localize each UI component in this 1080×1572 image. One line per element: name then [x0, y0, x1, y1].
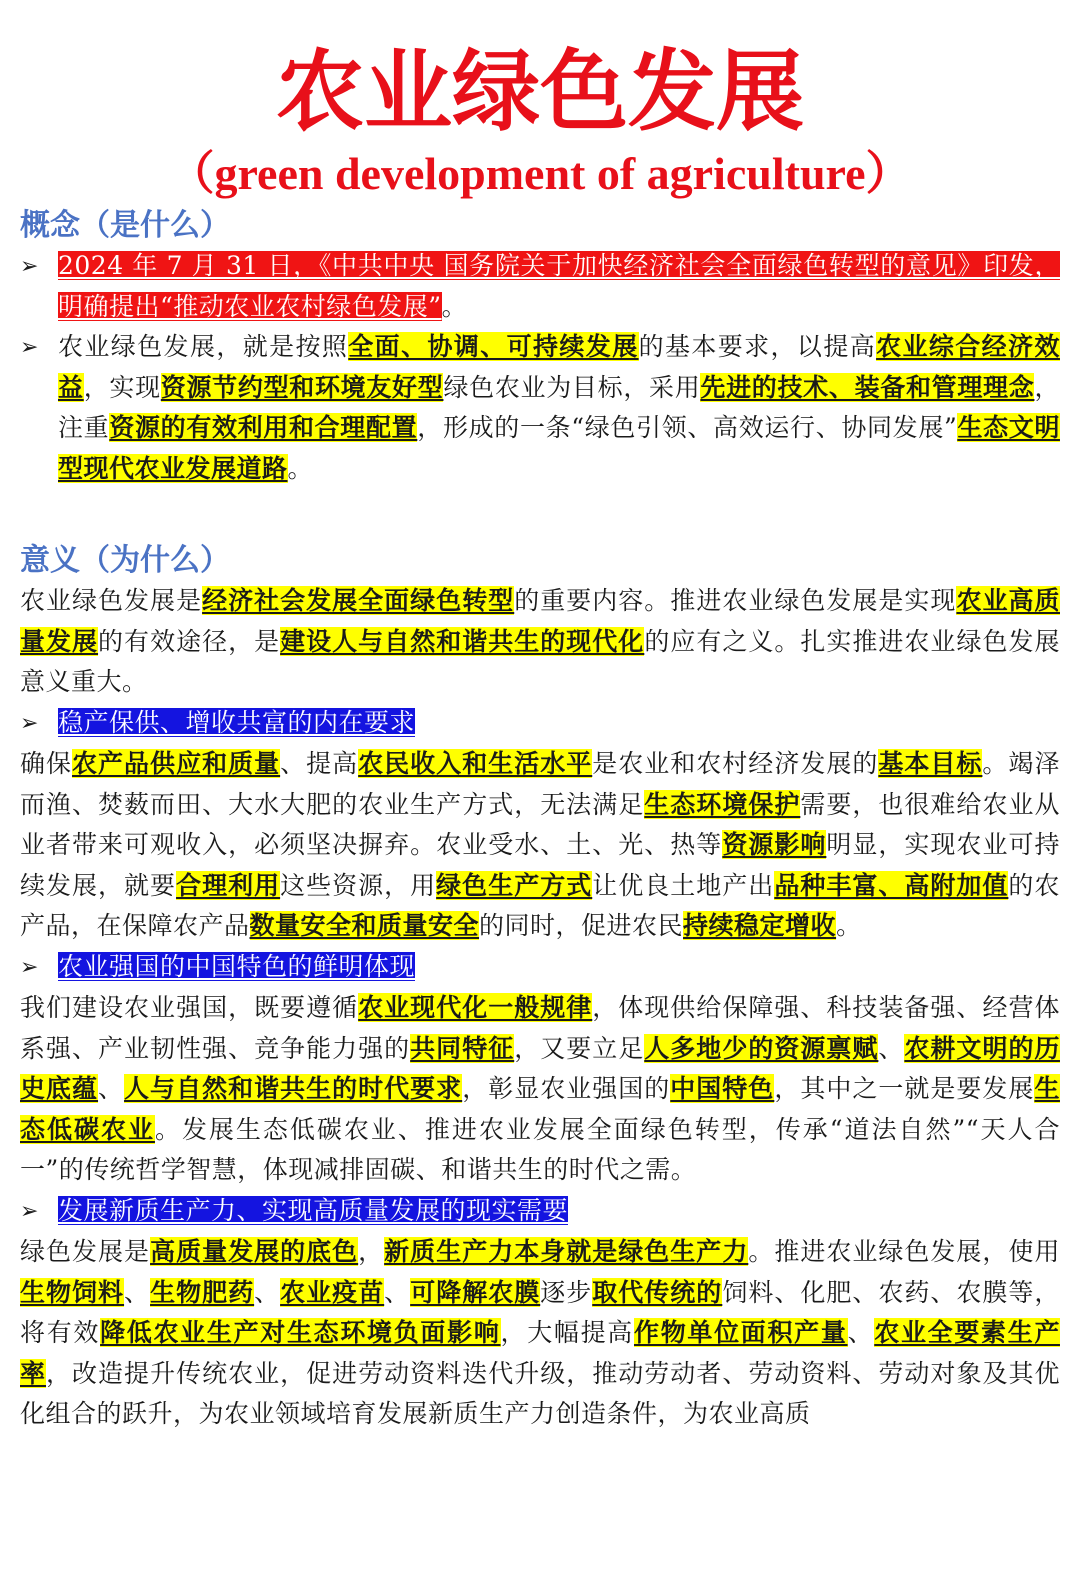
text-run: 、: [384, 1277, 411, 1307]
text-run: ，形成的一条“绿色引领、高效运行、协同发展”: [417, 413, 958, 442]
section-heading-concept: 概念（是什么）: [20, 208, 230, 243]
arrow-bullet-icon: ➢: [20, 254, 39, 279]
subheading-item: [20, 1191, 1060, 1233]
text-run: ，: [358, 1237, 385, 1266]
body-paragraph: [20, 1232, 1060, 1435]
page-title: 农业绿色发展: [275, 40, 804, 143]
text-run: 绿色发展是: [20, 1237, 151, 1266]
yellow-highlight: 资源节约型和环境友好型: [160, 372, 444, 402]
text-run: 农业绿色发展，就是按照: [58, 332, 349, 361]
yellow-highlight: 降低农业生产对生态环境负面影响: [100, 1318, 501, 1347]
yellow-highlight: 农业综合经济效益: [58, 332, 1060, 402]
yellow-highlight: 数量安全和质量安全: [249, 911, 480, 940]
section-heading-significance: 意义（为什么）: [20, 543, 230, 578]
yellow-highlight: 生态低碳农业: [20, 1074, 1060, 1144]
text-run: 。: [441, 291, 468, 321]
yellow-highlight: 资源的有效利用和合理配置: [109, 413, 418, 442]
subheading-text: [58, 947, 1060, 989]
arrow-bullet-icon: ➢: [20, 1198, 39, 1224]
yellow-highlight: 人多地少的资源禀赋: [644, 1033, 879, 1063]
body-paragraph: [20, 988, 1060, 1191]
text-run: 我们建设农业强国，既要遵循: [20, 993, 359, 1022]
subheading-text: [58, 1191, 1060, 1233]
text-run: 。: [836, 911, 862, 940]
yellow-highlight: 品种丰富、高附加值: [774, 870, 1009, 900]
yellow-highlight: 农耕文明的历史底蕴: [20, 1033, 1060, 1103]
yellow-highlight: 新质生产力本身就是绿色生产力: [384, 1237, 749, 1266]
subheading-text: [58, 703, 1060, 745]
text-run: 的有效途径，是: [98, 626, 281, 656]
text-run: 的同时，促进农民: [479, 911, 684, 940]
text-run: 的应有之义。扎实推进农业绿色发展意义重大。: [20, 626, 1060, 696]
yellow-highlight: 生物饲料: [20, 1277, 125, 1307]
yellow-highlight: 先进的技术、装备和管理理念: [700, 372, 1035, 402]
yellow-highlight: 合理利用: [176, 870, 281, 900]
text-run: 、提高: [280, 749, 359, 778]
yellow-highlight: 农业全要素生产率: [20, 1318, 1060, 1388]
document-page: [0, 40, 1080, 1435]
yellow-highlight: 绿色生产方式: [436, 870, 593, 900]
text-run: 的基本要求，以提高: [638, 332, 877, 361]
text-run: 的重要内容。推进农业绿色发展是实现: [514, 586, 957, 615]
body-paragraph: [20, 744, 1060, 947]
yellow-highlight: 高质量发展的底色: [150, 1237, 359, 1266]
text-run: 、: [124, 1277, 151, 1307]
text-run: ，其中之一就是要发展: [774, 1074, 1035, 1103]
text-run: ，大幅提高: [500, 1318, 635, 1347]
text-run: ，体现供给保障强、科技装备强、经营体系强、产业韧性强、竞争能力强的: [20, 993, 1060, 1063]
text-run: 农业绿色发展是: [20, 586, 203, 615]
arrow-bullet-icon: ➢: [20, 335, 39, 360]
yellow-highlight: 持续稳定增收: [683, 911, 837, 940]
text-run: 明显，实现农业可持续发展，就要: [20, 830, 1060, 900]
yellow-highlight: 全面、协调、可持续发展: [348, 332, 639, 361]
yellow-highlight: 资源影响: [722, 830, 827, 859]
bullet-text: [58, 327, 1060, 489]
bullet-text: [58, 246, 1060, 327]
text-run: 绿色农业为目标，采用: [443, 372, 701, 402]
yellow-highlight: 人与自然和谐共生的时代要求: [124, 1074, 463, 1103]
subheading-item: [20, 703, 1060, 745]
text-run: 、: [878, 1033, 905, 1063]
red-highlight: 2024 年 7 月 31 日，《中共中央 国务院关于加快经济社会全面绿色转型的意见》印发，明确提出“推动农业农村绿色发展”: [58, 251, 1060, 321]
blue-highlight-heading: 农业强国的中国特色的鲜明体现: [58, 951, 416, 981]
yellow-highlight: 经济社会发展全面绿色转型: [202, 586, 515, 615]
intro-paragraph: [20, 581, 1060, 703]
text-run: 。: [287, 453, 314, 483]
subheading-item: [20, 947, 1060, 989]
yellow-highlight: 农产品供应和质量: [72, 749, 281, 778]
yellow-highlight: 基本目标: [878, 749, 983, 778]
yellow-highlight: 建设人与自然和谐共生的现代化: [280, 626, 645, 656]
bullet-item: [20, 246, 1060, 327]
text-run: 、: [254, 1277, 281, 1307]
yellow-highlight: 可降解农膜: [410, 1277, 541, 1307]
text-run: 。发展生态低碳农业、推进农业发展全面绿色转型，传承“道法自然”“天人合一”的传统哲学智慧，体现减排固碳、和谐共生的时代之需。: [20, 1114, 1060, 1184]
arrow-bullet-icon: ➢: [20, 954, 39, 980]
yellow-highlight: 生态文明型现代农业发展道路: [58, 413, 1060, 483]
yellow-highlight: 生态环境保护: [644, 789, 801, 819]
text-run: 饲料、化肥、农药、农膜等，将有效: [20, 1277, 1060, 1347]
text-run: 。推进农业绿色发展，使用: [748, 1237, 1060, 1266]
blue-highlight-heading: 稳产保供、增收共富的内在要求: [58, 707, 416, 737]
text-run: ，注重: [58, 372, 1060, 442]
text-run: ，又要立足: [514, 1033, 645, 1063]
text-run: 的农产品，在保障农产品: [20, 870, 1060, 940]
text-run: 需要，也很难给农业从业者带来可观收入，必须坚决摒弃。农业受水、土、光、热等: [20, 789, 1060, 859]
text-run: 是农业和农村经济发展的: [592, 749, 879, 778]
text-run: 这些资源，用: [280, 870, 437, 900]
bullet-item: [20, 327, 1060, 489]
text-run: 让优良土地产出: [592, 870, 775, 900]
yellow-highlight: 生物肥药: [150, 1277, 255, 1307]
yellow-highlight: 农民收入和生活水平: [358, 749, 593, 778]
text-run: 。竭泽而渔、焚薮而田、大水大肥的农业生产方式，无法满足: [20, 749, 1060, 819]
text-run: 确保: [20, 749, 73, 778]
page-subtitle: （green development of agriculture）: [168, 148, 912, 199]
text-run: ，改造提升传统农业，促进劳动资料迭代升级，推动劳动者、劳动资料、劳动对象及其优化组合的跃升，为农业领域培育发展新质生产力创造条件，为农业高质: [20, 1358, 1060, 1428]
yellow-highlight: 作物单位面积产量: [634, 1318, 848, 1347]
yellow-highlight: 取代传统的: [592, 1277, 723, 1307]
text-run: 逐步: [540, 1277, 593, 1307]
yellow-highlight: 农业疫苗: [280, 1277, 385, 1307]
yellow-highlight: 共同特征: [410, 1033, 515, 1063]
text-run: 、: [847, 1318, 875, 1347]
text-run: 、: [98, 1074, 125, 1103]
yellow-highlight: 中国特色: [670, 1074, 775, 1103]
text-run: ，彰显农业强国的: [462, 1074, 671, 1103]
arrow-bullet-icon: ➢: [20, 710, 39, 736]
yellow-highlight: 农业高质量发展: [20, 586, 1060, 656]
blue-highlight-heading: 发展新质生产力、实现高质量发展的现实需要: [58, 1195, 569, 1225]
text-run: ，实现: [83, 372, 161, 402]
yellow-highlight: 农业现代化一般规律: [358, 993, 593, 1022]
